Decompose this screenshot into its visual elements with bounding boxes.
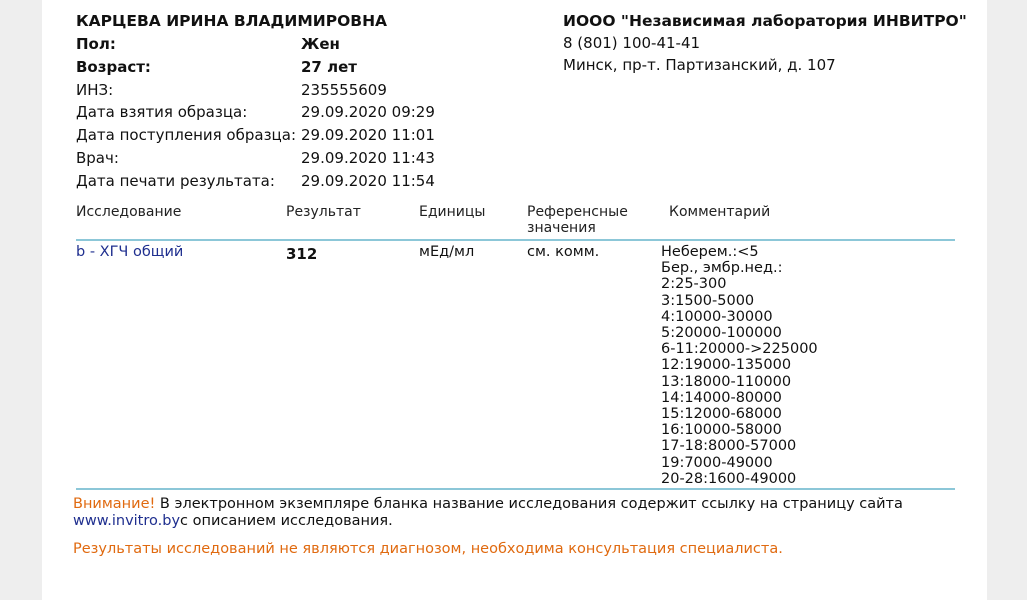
result-value: 312	[286, 245, 318, 263]
field-value: 29.09.2020 11:43	[301, 149, 435, 167]
warning-word: Внимание!	[73, 496, 156, 512]
comment-line: 14:14000-80000	[661, 389, 782, 406]
field-label: Врач:	[76, 149, 119, 167]
study-link[interactable]: b - ХГЧ общий	[76, 244, 184, 260]
field-value: 27 лет	[301, 58, 357, 76]
comment-line: 4:10000-30000	[661, 308, 773, 325]
comment-line: 3:1500-5000	[661, 292, 755, 309]
header-reference-2: значения	[527, 220, 596, 236]
patient-name: КАРЦЕВА ИРИНА ВЛАДИМИРОВНА	[76, 12, 388, 30]
field-value: Жен	[301, 35, 340, 53]
field-label: ИНЗ:	[76, 81, 114, 99]
comment-line: 13:18000-110000	[661, 373, 792, 390]
notice-line-1	[73, 496, 903, 512]
field-value: 29.09.2020 11:54	[301, 172, 435, 190]
header-comment: Комментарий	[669, 204, 771, 220]
comment-line: 6-11:20000->225000	[661, 341, 818, 358]
field-value: 235555609	[301, 81, 387, 99]
table-top-rule	[76, 239, 955, 241]
comment-line: 17-18:8000-57000	[661, 438, 797, 455]
lab-address: Минск, пр-т. Партизанский, д. 107	[563, 56, 836, 74]
invitro-link[interactable]: www.invitro.by	[73, 513, 181, 529]
lab-phone: 8 (801) 100-41-41	[563, 34, 701, 52]
comment-line: 19:7000-49000	[661, 454, 773, 471]
header-study: Исследование	[76, 204, 182, 220]
field-label: Возраст:	[76, 58, 151, 76]
result-units: мЕд/мл	[419, 244, 475, 260]
notice-text-2: с описанием исследования.	[180, 513, 393, 529]
header-reference: Референсные	[527, 204, 628, 220]
table-bottom-rule	[76, 488, 955, 490]
field-label: Пол:	[76, 35, 116, 53]
comment-line: Неберем.:<5	[661, 244, 759, 260]
comment-line: 5:20000-100000	[661, 325, 782, 342]
field-value: 29.09.2020 09:29	[301, 103, 435, 121]
field-label: Дата взятия образца:	[76, 103, 248, 121]
disclaimer: Результаты исследований не являются диагнозом, необходима консультация специалиста.	[73, 541, 783, 557]
comment-line: 15:12000-68000	[661, 406, 782, 423]
header-units: Единицы	[419, 204, 486, 220]
lab-name: ИООО "Независимая лаборатория ИНВИТРО"	[563, 12, 967, 30]
notice-line-2	[73, 513, 393, 529]
comment-line: 16:10000-58000	[661, 422, 782, 439]
notice-text: В электронном экземпляре бланка название исследования содержит ссылку на страницу сайта	[155, 496, 903, 512]
comment-line: Бер., эмбр.нед.:	[661, 260, 783, 277]
header-result: Результат	[286, 204, 361, 220]
field-label: Дата поступления образца:	[76, 126, 296, 144]
result-comment	[661, 244, 818, 487]
comment-line: 20-28:1600-49000	[661, 470, 797, 487]
field-value: 29.09.2020 11:01	[301, 126, 435, 144]
comment-line: 2:25-300	[661, 276, 727, 293]
result-reference: см. комм.	[527, 244, 600, 260]
comment-line: 12:19000-135000	[661, 357, 792, 374]
field-label: Дата печати результата:	[76, 172, 275, 190]
